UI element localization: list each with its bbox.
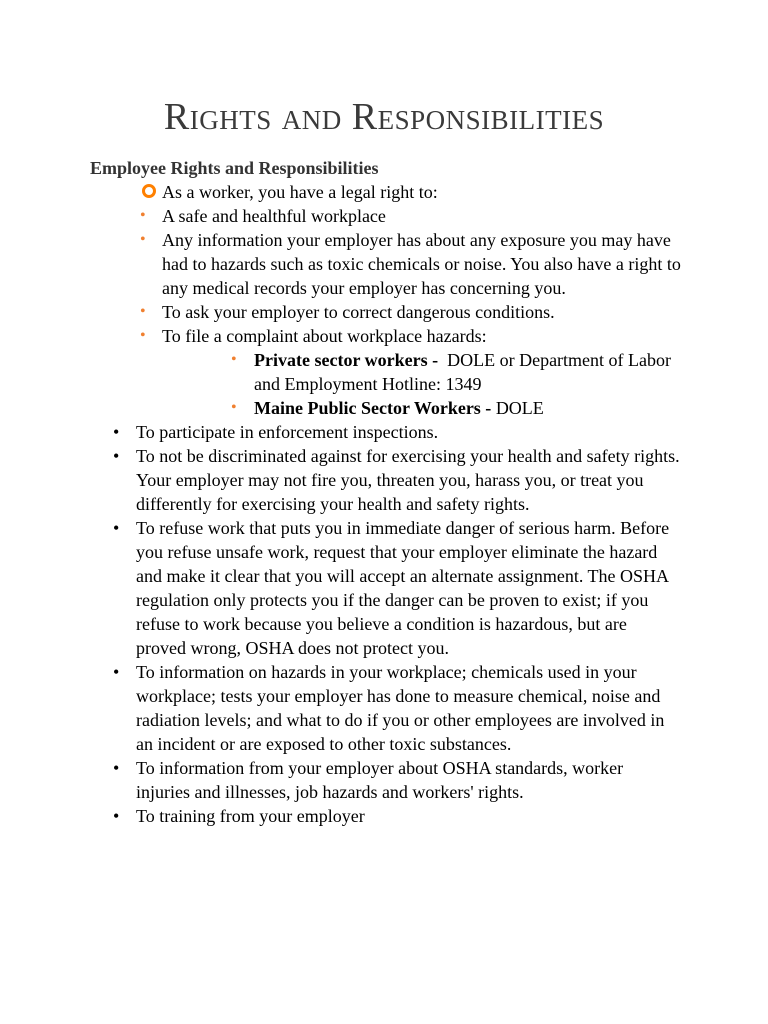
list-item bbox=[0, 444, 768, 516]
list-item-text: To information on hazards in your workplace; chemicals used in your workplace; tests your employer has done to measure chemical, noise and radiation levels; and what to do if you or other employees are involved in an incident or are exposed to other toxic substances. bbox=[136, 662, 665, 754]
list-item-text: Any information your employer has about any exposure you may have had to hazards such as toxic chemicals or noise. You also have a right to any medical records your employer has concerning you. bbox=[162, 230, 681, 298]
list-item-text: To not be discriminated against for exercising your health and safety rights. Your employer may not fire you, threaten you, harass you, or treat you differently for exercising your health and safety rights. bbox=[136, 446, 680, 514]
document-body bbox=[0, 180, 768, 828]
orange-bullet-icon: • bbox=[140, 327, 146, 344]
list-item-text: To training from your employer bbox=[136, 806, 365, 826]
list-item-text: To refuse work that puts you in immediate danger of serious harm. Before you refuse unsafe work, request that your employer eliminate the hazard and make it clear that you will accept an alternate assignment. The OSHA regulation only protects you if the danger can be proven to exist; if you refuse to work because you believe a condition is hazardous, but are proved wrong, OSHA does not protect you. bbox=[136, 518, 670, 658]
list-item bbox=[0, 204, 768, 228]
sub-list-item bbox=[0, 348, 768, 396]
page-title: Rights and Responsibilities bbox=[163, 96, 605, 138]
list-item-text: To information from your employer about OSHA standards, worker injuries and illnesses, job hazards and workers' rights. bbox=[136, 758, 624, 802]
sub-list-item bbox=[0, 396, 768, 420]
list-item bbox=[0, 660, 768, 756]
list-item bbox=[0, 420, 768, 444]
list-item-text: To ask your employer to correct dangerous conditions. bbox=[162, 302, 555, 322]
ring-bullet-icon bbox=[142, 184, 156, 198]
list-item-text: A safe and healthful workplace bbox=[162, 206, 386, 226]
intro-item bbox=[0, 180, 768, 204]
sub-item-text: DOLE bbox=[491, 398, 544, 418]
sub-item-label: Maine Public Sector Workers - bbox=[254, 398, 492, 418]
sub-item-text: DOLE or Department of Labor and Employment Hotline: 1349 bbox=[254, 350, 676, 394]
list-item bbox=[0, 324, 768, 348]
black-bullet-icon: • bbox=[113, 758, 120, 778]
black-bullet-icon: • bbox=[113, 662, 120, 682]
sub-item-label: Private sector workers - bbox=[254, 350, 439, 370]
list-item-text: To participate in enforcement inspections. bbox=[136, 422, 439, 442]
list-item bbox=[0, 516, 768, 660]
orange-bullet-icon: • bbox=[140, 303, 146, 320]
black-bullet-icon: • bbox=[113, 518, 120, 538]
list-item bbox=[0, 756, 768, 804]
orange-bullet-icon: • bbox=[231, 399, 237, 416]
orange-bullet-icon: • bbox=[231, 351, 237, 368]
section-heading: Employee Rights and Responsibilities bbox=[90, 158, 379, 178]
list-item bbox=[0, 228, 768, 300]
list-item bbox=[0, 300, 768, 324]
intro-text: As a worker, you have a legal right to: bbox=[162, 182, 438, 202]
black-bullet-icon: • bbox=[113, 422, 120, 442]
black-bullet-icon: • bbox=[113, 446, 120, 466]
black-bullet-icon: • bbox=[113, 806, 120, 826]
list-item bbox=[0, 804, 768, 828]
orange-bullet-icon: • bbox=[140, 207, 146, 224]
orange-bullet-icon: • bbox=[140, 231, 146, 248]
list-item-text: To file a complaint about workplace hazards: bbox=[162, 326, 487, 346]
